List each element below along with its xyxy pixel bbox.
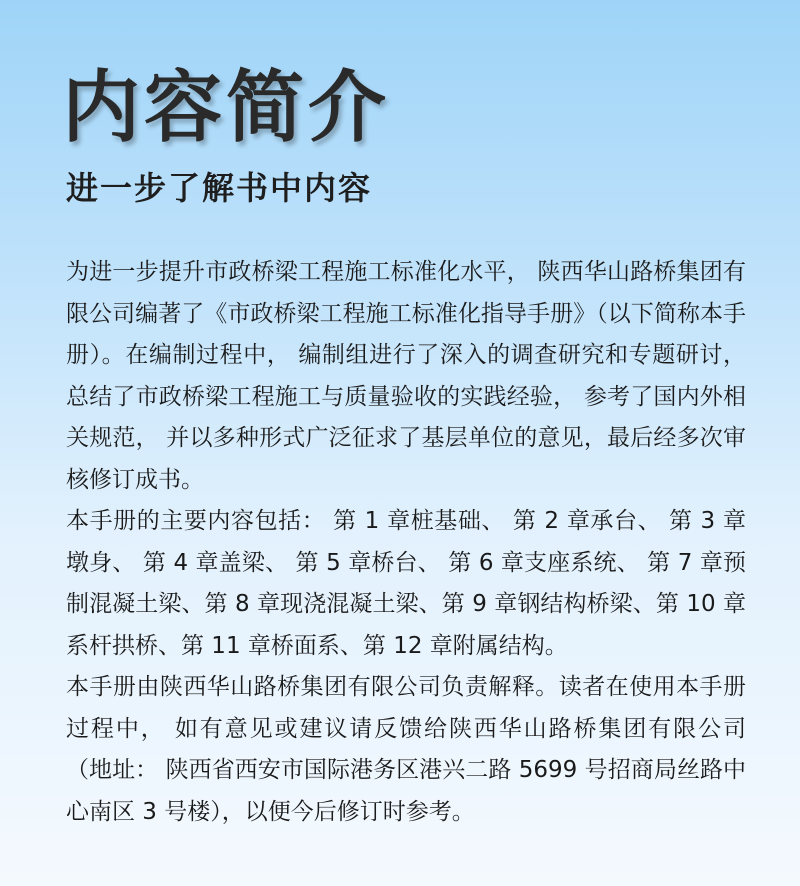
intro-body [66, 252, 746, 833]
page-subtitle: 进一步了解书中内容 [66, 169, 373, 207]
page-title: 内容简介 [62, 63, 391, 153]
intro-paragraph-chapters: 本手册的主要内容包括： 第 1 章桩基础、 第 2 章承台、 第 3 章墩身、 第 4 章盖梁、 第 5 章桥台、 第 6 章支座系统、 第 7 章预制混凝土梁、第 8 章现浇混凝土梁、第 9 章钢结构桥梁、第 10 章系杆拱桥、第 11 章桥面系、第 12 章附属结构。 [66, 508, 746, 659]
intro-paragraph-feedback: 本手册由陕西华山路桥集团有限公司负责解释。读者在使用本手册过程中， 如有意见或建议请反馈给陕西华山路桥集团有限公司 （地址： 陕西省西安市国际港务区港兴二路 5699 号招商局丝路中心南区 3 号楼），以便今后修订时参考。 [66, 674, 746, 825]
intro-paragraph-background: 为进一步提升市政桥梁工程施工标准化水平， 陕西华山路桥集团有限公司编著了《市政桥梁工程施工标准化指导手册》（以下简称本手册）。在编制过程中， 编制组进行了深入的调查研究和专题研讨， 总结了市政桥梁工程施工与质量验收的实践经验， 参考了国内外相关规范， 并以多种形式广泛征求了基层单位的意见，最后经多次审核修订成书。 [66, 259, 746, 493]
